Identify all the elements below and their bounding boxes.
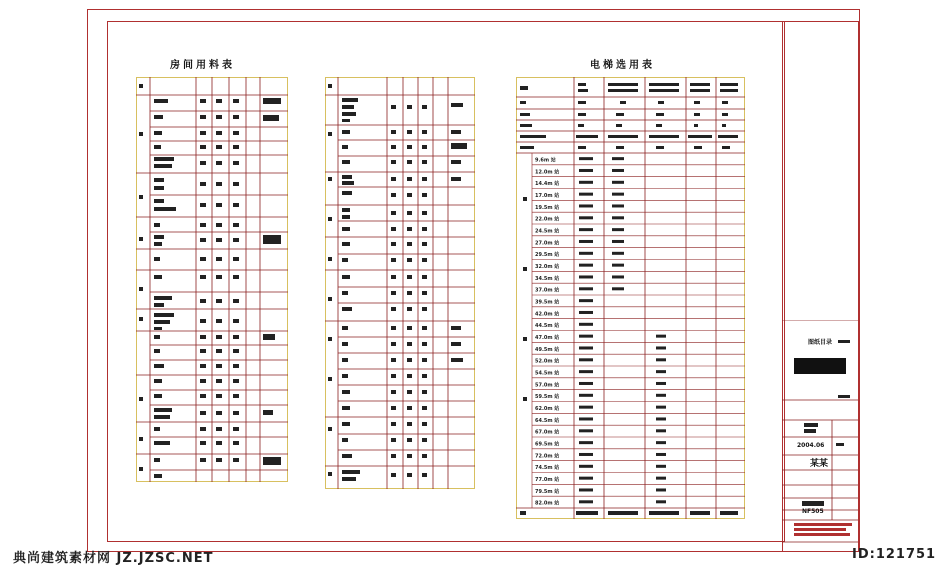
project-label: 图纸目录 [808, 339, 833, 346]
elevator-cell [579, 181, 593, 184]
elevator-row-label: 39.5m 站 [535, 299, 560, 306]
elevator-cell [579, 370, 593, 373]
watermark-right: ID:121751 [852, 547, 937, 562]
elevator-cell [579, 299, 593, 302]
elevator-cell [579, 169, 593, 172]
elevator-row-label: 22.0m 站 [535, 216, 560, 223]
elevator-cell [656, 488, 666, 491]
elevator-row-label: 54.5m 站 [535, 370, 560, 377]
left-table-title: 房间用料表 [170, 60, 235, 71]
elevator-cell [656, 417, 666, 420]
drawing-date: 2004.06 [797, 442, 825, 449]
elevator-row-label: 64.5m 站 [535, 417, 560, 424]
elevator-row-label: 59.5m 站 [535, 394, 560, 401]
elevator-cell [579, 500, 593, 503]
elevator-cell [656, 500, 666, 503]
elevator-row-label: 72.0m 站 [535, 453, 560, 460]
elevator-cell [656, 370, 666, 373]
elevator-cell [612, 193, 624, 196]
elevator-cell [579, 216, 593, 219]
elevator-cell [579, 287, 593, 290]
watermark-left: 典尚建筑素材网 JZ.JZSC.NET [13, 551, 214, 566]
elevator-row-label: 42.0m 站 [535, 311, 560, 318]
elevator-row-label: 29.5m 站 [535, 252, 560, 259]
elevator-cell [612, 275, 624, 278]
elevator-cell [579, 335, 593, 338]
elevator-cell [579, 157, 593, 160]
elevator-cell [612, 169, 624, 172]
elevator-cell [579, 240, 593, 243]
elevator-cell [612, 287, 624, 290]
elevator-cell [579, 417, 593, 420]
room-finish-table-2 [325, 77, 475, 489]
elevator-cell [656, 477, 666, 480]
elevator-cell [656, 382, 666, 385]
elevator-row-label: 34.5m 站 [535, 275, 560, 282]
elevator-cell [579, 323, 593, 326]
elevator-table [516, 77, 745, 519]
elevator-row-label: 49.5m 站 [535, 346, 560, 353]
elevator-cell [656, 358, 666, 361]
elevator-row-label: 69.5m 站 [535, 441, 560, 448]
room-finish-table-1 [136, 77, 288, 482]
elevator-row-label: 19.5m 站 [535, 204, 560, 211]
elevator-cell [656, 453, 666, 456]
elevator-cell [656, 429, 666, 432]
elevator-cell [579, 346, 593, 349]
title-block [782, 320, 858, 550]
elevator-cell [579, 193, 593, 196]
elevator-cell [579, 453, 593, 456]
elevator-cell [656, 406, 666, 409]
elevator-row-label: 57.0m 站 [535, 382, 560, 389]
elevator-cell [579, 406, 593, 409]
elevator-row-label: 77.0m 站 [535, 477, 560, 484]
elevator-row-label: 24.5m 站 [535, 228, 560, 235]
elevator-cell [579, 358, 593, 361]
elevator-cell [612, 240, 624, 243]
elevator-cell [579, 465, 593, 468]
designer-signature: 某某 [810, 459, 829, 469]
elevator-cell [656, 335, 666, 338]
elevator-cell [579, 441, 593, 444]
elevator-cell [612, 228, 624, 231]
elevator-row-label: 82.0m 站 [535, 500, 560, 507]
elevator-cell [579, 488, 593, 491]
elevator-cell [656, 394, 666, 397]
elevator-cell [612, 204, 624, 207]
elevator-cell [579, 311, 593, 314]
drawing-number: NF505 [802, 508, 824, 515]
elevator-row-label: 12.0m 站 [535, 169, 560, 176]
elevator-cell [579, 477, 593, 480]
elevator-row-label: 79.5m 站 [535, 488, 560, 495]
elevator-row-label: 17.0m 站 [535, 193, 560, 200]
elevator-row-label: 9.6m 站 [535, 157, 556, 164]
elevator-row-label: 52.0m 站 [535, 358, 560, 365]
elevator-row-label: 47.0m 站 [535, 335, 560, 342]
elevator-cell [579, 275, 593, 278]
elevator-cell [612, 216, 624, 219]
elevator-cell [579, 394, 593, 397]
elevator-row-label: 37.0m 站 [535, 287, 560, 294]
elevator-cell [656, 346, 666, 349]
elevator-row-label: 14.4m 站 [535, 181, 560, 188]
right-table-title: 电梯选用表 [590, 60, 655, 71]
elevator-row-label: 27.0m 站 [535, 240, 560, 247]
elevator-row-label: 44.5m 站 [535, 323, 560, 330]
elevator-cell [656, 441, 666, 444]
elevator-cell [656, 465, 666, 468]
elevator-cell [612, 157, 624, 160]
elevator-row-label: 74.5m 站 [535, 465, 560, 472]
elevator-row-label: 32.0m 站 [535, 264, 560, 271]
elevator-cell [579, 264, 593, 267]
elevator-cell [579, 228, 593, 231]
elevator-row-label: 67.0m 站 [535, 429, 560, 436]
elevator-cell [579, 429, 593, 432]
elevator-cell [579, 252, 593, 255]
elevator-cell [579, 382, 593, 385]
elevator-cell [612, 181, 624, 184]
elevator-cell [579, 204, 593, 207]
elevator-cell [612, 252, 624, 255]
elevator-row-label: 62.0m 站 [535, 406, 560, 413]
elevator-cell [612, 264, 624, 267]
